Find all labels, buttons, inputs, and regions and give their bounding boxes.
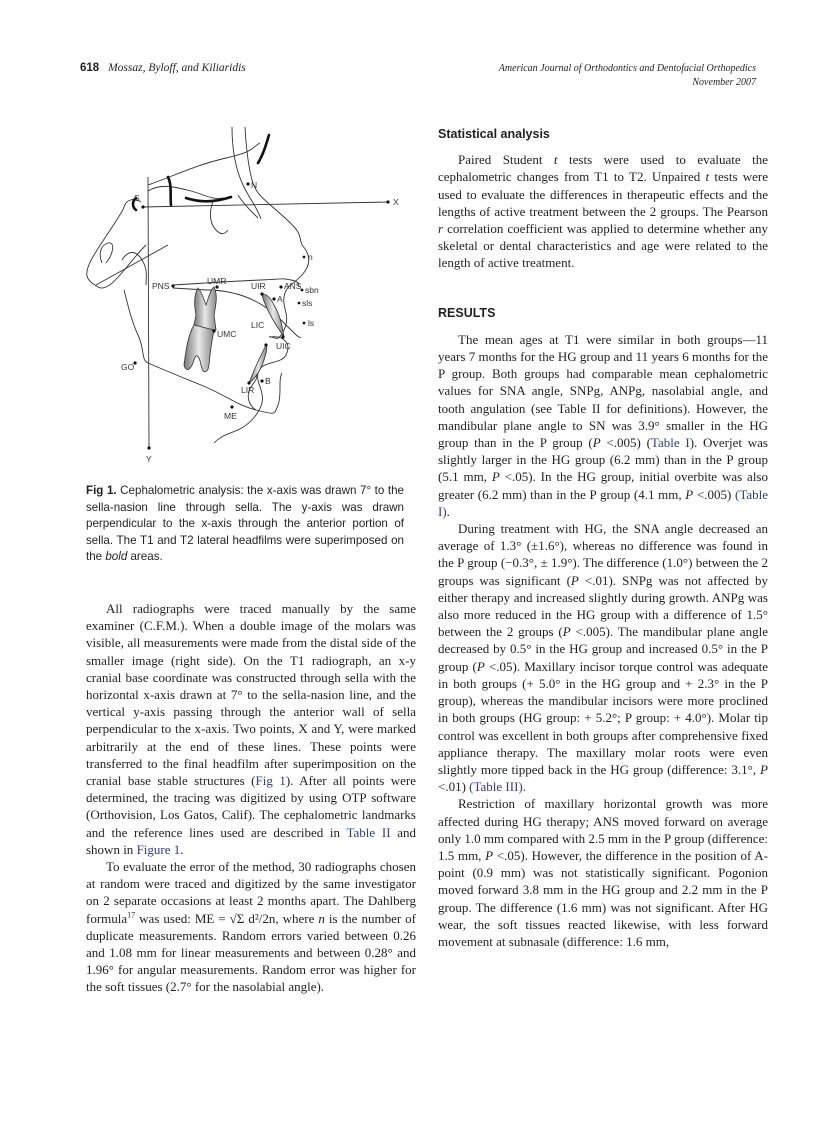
label-LIC: LIC [251,320,265,330]
label-sbn: sbn [305,285,319,295]
text: correlation coefficient was applied to determine whether any skeletal or dental characteristics and age were related to the length of active treatment. [438,221,768,271]
running-header-right [499,62,756,90]
table1-link-2[interactable]: (Table I) [438,486,768,519]
label-ANS: ANS [284,281,302,291]
heading-results: RESULTS [438,305,496,320]
italic-var: P [485,847,494,863]
heading-statistical-analysis: Statistical analysis [438,127,550,141]
text: ). Overjet was slightly larger in the HG group (6.2 mm) than in the P group (5.1 mm, [438,435,768,485]
caption-label: Fig 1. [86,484,117,497]
label-UMC: UMC [217,329,237,339]
figure-1-caption [86,483,404,566]
text: <.05). However, the difference in the position of A-point (0.9 mm) was not statistically significant. Pogonion moved forward 3.8 mm in the HG group and 2.2 mm in the P group. The difference (1.6 mm) was not significant. After HG wear, the soft tissues reacted likewise, with less forward movement at subnasale (difference: 1.6 mm, [438,847,768,949]
figure-1-cephalometric-tracing [86,125,416,475]
text: <.05). Maxillary incisor torque control was adequate in both groups (+ 5.0° in the HG group and + 2.3° in the P group), whereas the mandibular incisors were more proclined in both groups (HG group: + 5.2°; P group: + 4.0°). Molar tip control was excellent in both groups after comprehensive fixed appliance therapy. The maxillary molar roots were even slightly more tipped back in the HG group (difference: 3.1°, [438,658,768,777]
issue-date: November 2007 [692,77,756,88]
text: <.05). In the HG group, initial overbite was also greater (6.2 mm) than in the P group (4.1 mm, [438,469,768,502]
label-sls: sls [302,298,313,308]
label-ME: ME [224,411,237,421]
label-UMR: UMR [207,276,227,286]
figure1-link[interactable]: Figure 1 [136,841,181,857]
italic-var: P [491,469,500,485]
italic-var: t [705,169,710,185]
text: . [446,503,450,519]
text: All radiographs were traced manually by the same examiner (C.F.M.). When a double image of the molars was visible, all measurements were made from the distal side of the smaller image (right side). On the T1 radiograph, an x-y cranial base coordinate was constructed through sella with the horizontal x-axis drawn at 7° to the sella-nasion line, and the vertical y-axis passing through the anterior wall of sella perpendicular to the x-axis. Two points, X and Y, were marked arbitrarily at the end of these lines. These points were transferred to the final headfilm after superimposition on the cranial base stable structures ( [86,601,416,789]
text: During treatment with HG, the SNA angle decreased an average of 1.3° (±1.6°), whereas no difference was found in the P group (−0.3°, ± 1.9°). The difference (1.0°) between the 2 groups was significant ( [438,521,768,588]
text: tests were used to evaluate the cephalometric changes from T1 to T2. Unpaired [438,152,768,185]
paragraph-statistics [438,151,768,271]
text: tests were used to evaluate the differences in therapeutic effects and the lengths of active treatment between the 2 groups. The Pearson [438,169,768,219]
italic-var: P [570,572,579,588]
label-Y: Y [146,454,152,464]
italic-var: n [318,910,325,926]
text: . [522,779,527,795]
text: <.005) ( [600,435,651,451]
italic-var: t [553,152,558,168]
paragraph-results-treatment [438,520,768,795]
table2-link[interactable]: Table II [346,824,391,840]
text: <.01) [438,779,470,795]
paragraph-results-baseline [438,331,768,520]
running-header-left [80,62,246,74]
table3-link[interactable]: (Table III) [469,779,523,795]
label-UIC: UIC [276,341,291,351]
label-B: B [265,376,271,386]
text: is the number of duplicate measurements. Random errors varied between 0.26 and 1.08 mm for linear measurements and between 0.28° and 1.96° for angular measurements. Random error was higher for the soft tissues (2.7° for the nasolabial angle). [86,910,416,995]
paragraph-tracing-method [86,600,416,858]
fig1-link[interactable]: Fig 1 [255,773,286,789]
page-number: 618 [80,62,100,74]
caption-text: Cephalometric analysis: the x-axis was drawn 7° to the sella-nasion line through sella. The y-axis was drawn perpendicular to the x-axis through the anterior portion of sella. The T1 and T2 lateral headfilms were superimposed on the [86,484,404,564]
right-column-body [438,126,768,950]
label-S: S [134,193,140,203]
italic-var: P [562,624,571,640]
label-n: n [308,252,313,262]
text: To evaluate the error of the method, 30 radiographs chosen at random were traced and digitized by the same investigator on 2 separate occasions at least 2 months apart. The Dahlberg formula [86,859,416,926]
caption-italic: bold [105,550,128,564]
label-X: X [393,197,399,207]
italic-var: r [438,221,444,237]
journal-title: American Journal of Orthodontics and Dentofacial Orthopedics [498,63,756,74]
table1-link[interactable]: Table I [650,435,690,451]
text: and shown in [86,824,416,857]
italic-var: P [760,761,768,777]
left-column-body [86,600,416,996]
italic-var: P [685,486,694,502]
reference-superscript: 17 [127,910,136,920]
label-N: N [251,180,258,190]
label-ls: ls [308,318,315,328]
text: ). After all points were determined, the tracing was digitized by using OTP software (Orthovision, Los Gatos, Calif). The cephalometric landmarks and the reference lines used are described in [86,773,417,840]
text: was used: ME = √Σ d²/2n, where [135,910,319,926]
label-GO: GO [121,362,135,372]
text: Restriction of maxillary horizontal growth was more affected during HG therapy; ANS moved forward on average only 1.0 mm compared with 2.5 mm in the P group (difference: 1.5 mm, [438,796,768,863]
text: The mean ages at T1 were similar in both groups—11 years 7 months for the HG group and 11 years 6 months for the P group. Both groups had comparable mean cephalometric values for SNA angle, SNPg, ANPg, nasolabial angle, and tooth angulation (see Table II for definitions). However, the mandibular plane angle to SN was 3.9° smaller in the HG group than in the P group ( [438,331,768,451]
label-UIR: UIR [251,281,266,291]
text: Paired Student [458,152,554,168]
text: <.005). The mandibular plane angle decreased by 0.5° in the HG group and increased 0.5° in the P group ( [438,624,768,674]
text: <.01). SNPg was not affected by either therapy and increased slightly during growth. ANPg was also more reduced in the HG group with a difference of 1.5° between the 2 groups ( [438,572,768,640]
italic-var: P [592,435,601,451]
text: <.005) [693,486,735,502]
running-authors: Mossaz, Byloff, and Kiliaridis [108,62,246,74]
paragraph-method-error [86,858,416,996]
label-PNS: PNS [152,281,170,291]
label-A: A [277,294,283,304]
italic-var: P [476,658,485,674]
caption-text-end: areas. [127,550,163,564]
label-LIR: LIR [241,385,255,395]
paragraph-results-growth [438,795,768,950]
text: . [180,841,184,857]
